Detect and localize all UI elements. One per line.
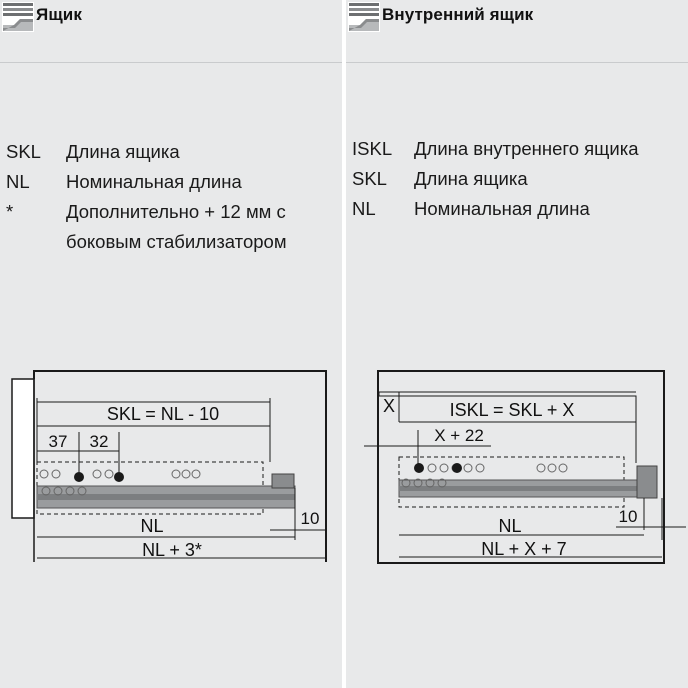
legend-desc: Номинальная длина [66,171,242,192]
nl-plus-label: NL + 3* [142,540,202,560]
nl-label: NL [498,516,522,536]
drawer-dimension-drawing [0,0,342,688]
x-label: X [382,396,396,416]
legend-abbr: SKL [352,168,387,189]
page-title: Внутренний ящик [382,5,534,24]
cabinet-outline [34,371,326,562]
rail-end-bracket [637,466,657,498]
panel-drawer [0,0,342,688]
runner-rail-inner [37,494,295,500]
runner-rail-inner [399,486,657,491]
gap-10-label: 10 [618,507,638,526]
skl-formula-label: SKL = NL - 10 [106,404,220,424]
mounting-point [452,463,462,473]
legend-desc: Длина внутреннего ящика [414,138,639,159]
legend-abbr: * [6,201,14,222]
legend-abbr: NL [6,171,30,192]
mounting-point [414,463,424,473]
legend-abbr: NL [352,198,376,219]
iskl-formula-label: ISKL = SKL + X [449,400,575,420]
x-plus-22-label: X + 22 [434,426,484,445]
gap-10-label: 10 [300,509,320,528]
nl-plus-label: NL + X + 7 [481,539,567,559]
legend-desc: Длина ящика [66,141,180,162]
rail-end-bracket [272,474,294,488]
page-title: Ящик [36,5,82,24]
legend-desc: Номинальная длина [414,198,590,219]
legend-desc: боковым стабилизатором [66,231,287,252]
offset-32-label: 32 [89,432,109,451]
panel-inner-drawer [346,0,688,688]
offset-37-label: 37 [48,432,68,451]
legend-abbr: SKL [6,141,41,162]
legend-abbr: ISKL [352,138,393,159]
nl-label: NL [140,516,164,536]
legend-desc: Дополнительно + 12 мм с [66,201,286,222]
inner-drawer-dimension-drawing [346,0,688,688]
legend-desc: Длина ящика [414,168,528,189]
cabinet-side [12,379,34,518]
